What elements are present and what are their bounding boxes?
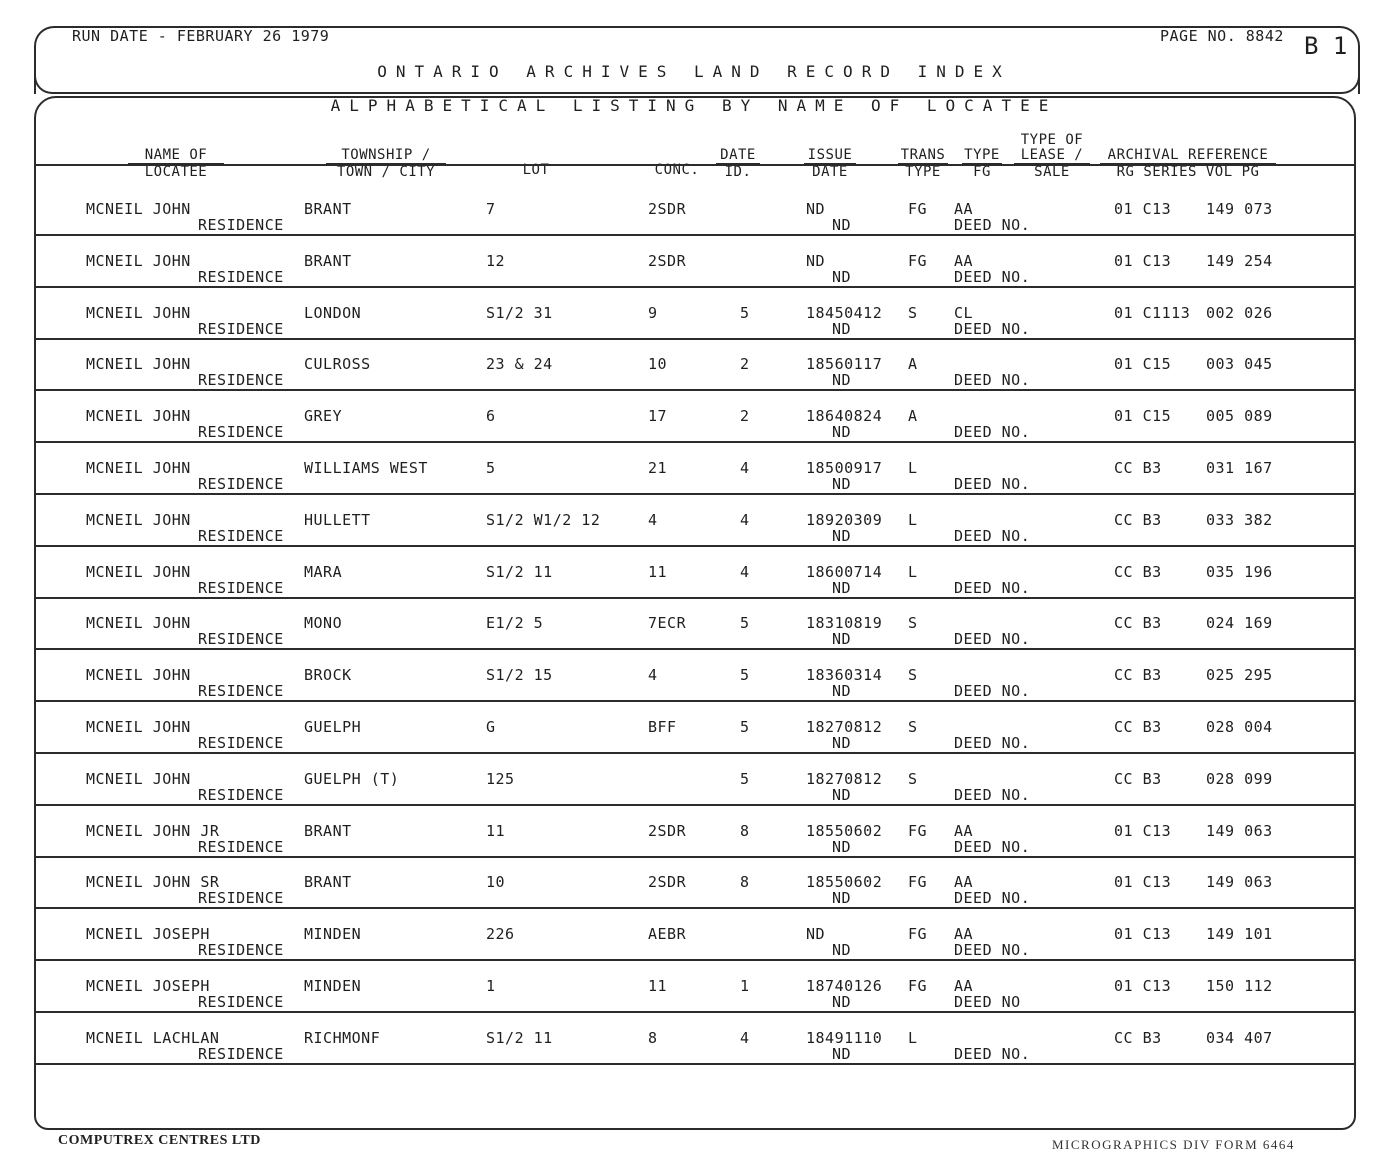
township: MONO xyxy=(304,614,343,632)
vol-pg: 031 167 xyxy=(1206,459,1273,477)
township: BRANT xyxy=(304,822,352,840)
col-header-lease-0: TYPE OF xyxy=(1020,132,1084,148)
issue-date: 18600714 xyxy=(806,563,883,581)
issue-date-2: ND xyxy=(832,889,852,907)
table-row xyxy=(0,614,1388,666)
issue-date-2: ND xyxy=(832,993,852,1011)
residence-label: RESIDENCE xyxy=(198,1045,284,1063)
col-header-name-2: LOCATEE xyxy=(144,164,208,180)
rg-series: CC B3 xyxy=(1114,1029,1162,1047)
date-id: 8 xyxy=(740,873,750,891)
vol-pg: 150 112 xyxy=(1206,977,1273,995)
lot: 11 xyxy=(486,822,506,840)
issue-date-2: ND xyxy=(832,268,852,286)
rg-series: CC B3 xyxy=(1114,614,1162,632)
township: HULLETT xyxy=(304,511,371,529)
locatee-name: MCNEIL JOHN xyxy=(86,563,191,581)
col-header-type-1: TYPE xyxy=(962,148,1002,165)
issue-date-2: ND xyxy=(832,579,852,597)
row-rule xyxy=(36,752,1356,754)
vol-pg: 149 073 xyxy=(1206,200,1273,218)
township: BRANT xyxy=(304,252,352,270)
trans-type: FG xyxy=(908,252,928,270)
issue-date-2: ND xyxy=(832,838,852,856)
date-id: 4 xyxy=(740,1029,750,1047)
vol-pg: 024 169 xyxy=(1206,614,1273,632)
locatee-name: MCNEIL LACHLAN xyxy=(86,1029,220,1047)
vol-pg: 003 045 xyxy=(1206,355,1273,373)
deed-no: DEED NO. xyxy=(954,216,1031,234)
residence-label: RESIDENCE xyxy=(198,734,284,752)
concession: 7ECR xyxy=(648,614,687,632)
vol-pg: 149 101 xyxy=(1206,925,1273,943)
deed-no: DEED NO. xyxy=(954,475,1031,493)
lot: S1/2 11 xyxy=(486,563,553,581)
locatee-name: MCNEIL JOHN xyxy=(86,718,191,736)
rg-series: 01 C13 xyxy=(1114,925,1172,943)
issue-date: 18270812 xyxy=(806,770,883,788)
locatee-name: MCNEIL JOHN xyxy=(86,614,191,632)
rg-series: 01 C13 xyxy=(1114,873,1172,891)
concession: 10 xyxy=(648,355,668,373)
row-rule xyxy=(36,597,1356,599)
issue-date-2: ND xyxy=(832,371,852,389)
trans-type: FG xyxy=(908,925,928,943)
residence-label: RESIDENCE xyxy=(198,527,284,545)
table-row xyxy=(0,252,1388,304)
concession: 11 xyxy=(648,977,668,995)
col-header-lot: LOT xyxy=(522,162,550,178)
date-id: 4 xyxy=(740,563,750,581)
table-row xyxy=(0,511,1388,563)
lot: S1/2 31 xyxy=(486,304,553,322)
date-id: 1 xyxy=(740,977,750,995)
col-header-issue-1: ISSUE xyxy=(804,148,856,165)
page-number: PAGE NO. 8842 xyxy=(1160,27,1284,45)
rg-series: 01 C13 xyxy=(1114,252,1172,270)
deed-no: DEED NO. xyxy=(954,682,1031,700)
row-rule xyxy=(36,856,1356,858)
table-row xyxy=(0,718,1388,770)
issue-date: 18450412 xyxy=(806,304,883,322)
type-fg: AA xyxy=(954,252,974,270)
row-rule xyxy=(36,286,1356,288)
locatee-name: MCNEIL JOSEPH xyxy=(86,977,210,995)
col-header-issue-2: DATE xyxy=(812,164,848,180)
footer-form-id: MICROGRAPHICS DIV FORM 6464 xyxy=(1052,1137,1295,1152)
deed-no: DEED NO. xyxy=(954,734,1031,752)
type-fg: AA xyxy=(954,873,974,891)
township: GREY xyxy=(304,407,343,425)
issue-date: 18920309 xyxy=(806,511,883,529)
row-rule xyxy=(36,234,1356,236)
footer-company: COMPUTREX CENTRES LTD xyxy=(58,1133,261,1148)
rg-series: CC B3 xyxy=(1114,459,1162,477)
residence-label: RESIDENCE xyxy=(198,838,284,856)
trans-type: FG xyxy=(908,200,928,218)
concession: 21 xyxy=(648,459,668,477)
issue-date: ND xyxy=(806,252,826,270)
residence-label: RESIDENCE xyxy=(198,941,284,959)
table-row xyxy=(0,977,1388,1029)
residence-label: RESIDENCE xyxy=(198,320,284,338)
date-id: 2 xyxy=(740,407,750,425)
vol-pg: 005 089 xyxy=(1206,407,1273,425)
locatee-name: MCNEIL JOHN SR xyxy=(86,873,220,891)
issue-date-2: ND xyxy=(832,734,852,752)
issue-date: 18550602 xyxy=(806,873,883,891)
row-rule xyxy=(36,804,1356,806)
township: MINDEN xyxy=(304,925,362,943)
township: MINDEN xyxy=(304,977,362,995)
issue-date: ND xyxy=(806,200,826,218)
page-subtitle: ALPHABETICAL LISTING BY NAME OF LOCATEE xyxy=(330,96,1058,115)
deed-no: DEED NO. xyxy=(954,320,1031,338)
date-id: 4 xyxy=(740,459,750,477)
concession: 2SDR xyxy=(648,252,687,270)
issue-date-2: ND xyxy=(832,941,852,959)
vol-pg: 028 004 xyxy=(1206,718,1273,736)
lot: 7 xyxy=(486,200,496,218)
locatee-name: MCNEIL JOSEPH xyxy=(86,925,210,943)
trans-type: A xyxy=(908,355,918,373)
deed-no: DEED NO. xyxy=(954,838,1031,856)
residence-label: RESIDENCE xyxy=(198,423,284,441)
col-header-name-1: NAME OF xyxy=(128,148,224,165)
row-rule xyxy=(36,1011,1356,1013)
deed-no: DEED NO. xyxy=(954,371,1031,389)
lot: 1 xyxy=(486,977,496,995)
col-header-lease xyxy=(1014,133,1090,180)
deed-no: DEED NO. xyxy=(954,889,1031,907)
col-header-date-2: ID. xyxy=(724,164,752,180)
deed-no: DEED NO. xyxy=(954,268,1031,286)
deed-no: DEED NO. xyxy=(954,630,1031,648)
row-rule xyxy=(36,441,1356,443)
date-id: 5 xyxy=(740,304,750,322)
vol-pg: 033 382 xyxy=(1206,511,1273,529)
table-row xyxy=(0,925,1388,977)
trans-type: FG xyxy=(908,822,928,840)
issue-date-2: ND xyxy=(832,216,852,234)
vol-pg: 002 026 xyxy=(1206,304,1273,322)
issue-date-2: ND xyxy=(832,475,852,493)
concession: 4 xyxy=(648,666,658,684)
township: MARA xyxy=(304,563,343,581)
issue-date-2: ND xyxy=(832,630,852,648)
table-row xyxy=(0,822,1388,874)
rg-series: CC B3 xyxy=(1114,770,1162,788)
vol-pg: 149 063 xyxy=(1206,822,1273,840)
issue-date: 18270812 xyxy=(806,718,883,736)
table-row xyxy=(0,873,1388,925)
deed-no: DEED NO. xyxy=(954,941,1031,959)
col-header-date-1: DATE xyxy=(716,148,760,165)
rg-series: CC B3 xyxy=(1114,718,1162,736)
township: CULROSS xyxy=(304,355,371,373)
table-row xyxy=(0,355,1388,407)
lot: S1/2 11 xyxy=(486,1029,553,1047)
col-header-lease-1: LEASE / xyxy=(1014,148,1090,165)
residence-label: RESIDENCE xyxy=(198,993,284,1011)
page-title: ONTARIO ARCHIVES LAND RECORD INDEX xyxy=(377,62,1011,81)
run-date: RUN DATE - FEBRUARY 26 1979 xyxy=(72,27,330,45)
issue-date: 18640824 xyxy=(806,407,883,425)
table-row xyxy=(0,666,1388,718)
concession: 9 xyxy=(648,304,658,322)
lot: E1/2 5 xyxy=(486,614,544,632)
col-header-township-2: TOWN / CITY xyxy=(336,164,436,180)
row-rule xyxy=(36,389,1356,391)
rg-series: 01 C13 xyxy=(1114,977,1172,995)
col-header-archival-2: RG SERIES VOL PG xyxy=(1116,164,1260,180)
issue-date-2: ND xyxy=(832,527,852,545)
type-fg: AA xyxy=(954,977,974,995)
residence-label: RESIDENCE xyxy=(198,475,284,493)
locatee-name: MCNEIL JOHN xyxy=(86,304,191,322)
issue-date: 18310819 xyxy=(806,614,883,632)
trans-type: S xyxy=(908,718,918,736)
township: LONDON xyxy=(304,304,362,322)
vol-pg: 149 254 xyxy=(1206,252,1273,270)
rg-series: CC B3 xyxy=(1114,511,1162,529)
township: WILLIAMS WEST xyxy=(304,459,428,477)
township: RICHMONF xyxy=(304,1029,381,1047)
locatee-name: MCNEIL JOHN JR xyxy=(86,822,220,840)
table-row xyxy=(0,304,1388,356)
vol-pg: 149 063 xyxy=(1206,873,1273,891)
issue-date: 18560117 xyxy=(806,355,883,373)
residence-label: RESIDENCE xyxy=(198,889,284,907)
issue-date-2: ND xyxy=(832,682,852,700)
table-row xyxy=(0,563,1388,615)
locatee-name: MCNEIL JOHN xyxy=(86,666,191,684)
residence-label: RESIDENCE xyxy=(198,371,284,389)
vol-pg: 025 295 xyxy=(1206,666,1273,684)
row-rule xyxy=(36,648,1356,650)
issue-date-2: ND xyxy=(832,320,852,338)
residence-label: RESIDENCE xyxy=(198,630,284,648)
col-header-conc: CONC. xyxy=(654,162,700,178)
trans-type: A xyxy=(908,407,918,425)
deed-no: DEED NO. xyxy=(954,786,1031,804)
trans-type: L xyxy=(908,459,918,477)
township: BRANT xyxy=(304,873,352,891)
issue-date: 18500917 xyxy=(806,459,883,477)
type-fg: CL xyxy=(954,304,974,322)
table-row xyxy=(0,1029,1388,1081)
date-id: 8 xyxy=(740,822,750,840)
vol-pg: 028 099 xyxy=(1206,770,1273,788)
row-rule xyxy=(36,493,1356,495)
concession: 2SDR xyxy=(648,200,687,218)
concession: 11 xyxy=(648,563,668,581)
concession: 4 xyxy=(648,511,658,529)
lot: 226 xyxy=(486,925,515,943)
rg-series: CC B3 xyxy=(1114,666,1162,684)
table-row xyxy=(0,407,1388,459)
residence-label: RESIDENCE xyxy=(198,786,284,804)
trans-type: S xyxy=(908,666,918,684)
township: GUELPH (T) xyxy=(304,770,400,788)
concession: BFF xyxy=(648,718,677,736)
township: BRANT xyxy=(304,200,352,218)
col-header-township-1: TOWNSHIP / xyxy=(326,148,446,165)
deed-no: DEED NO. xyxy=(954,527,1031,545)
table-row xyxy=(0,770,1388,822)
residence-label: RESIDENCE xyxy=(198,216,284,234)
residence-label: RESIDENCE xyxy=(198,579,284,597)
rg-series: 01 C13 xyxy=(1114,200,1172,218)
type-fg: AA xyxy=(954,200,974,218)
locatee-name: MCNEIL JOHN xyxy=(86,355,191,373)
lot: 10 xyxy=(486,873,506,891)
locatee-name: MCNEIL JOHN xyxy=(86,407,191,425)
row-rule xyxy=(36,545,1356,547)
date-id: 5 xyxy=(740,666,750,684)
trans-type: S xyxy=(908,304,918,322)
lot: 6 xyxy=(486,407,496,425)
trans-type: L xyxy=(908,563,918,581)
lot: S1/2 W1/2 12 xyxy=(486,511,601,529)
rg-series: 01 C15 xyxy=(1114,407,1172,425)
date-id: 2 xyxy=(740,355,750,373)
trans-type: FG xyxy=(908,873,928,891)
deed-no: DEED NO. xyxy=(954,579,1031,597)
township: BROCK xyxy=(304,666,352,684)
row-rule xyxy=(36,338,1356,340)
rg-series: 01 C15 xyxy=(1114,355,1172,373)
locatee-name: MCNEIL JOHN xyxy=(86,511,191,529)
col-header-type-2: FG xyxy=(973,164,991,180)
row-rule xyxy=(36,959,1356,961)
issue-date: 18550602 xyxy=(806,822,883,840)
deed-no: DEED NO. xyxy=(954,423,1031,441)
row-rule xyxy=(36,1063,1356,1065)
table-row xyxy=(0,459,1388,511)
row-rule xyxy=(36,907,1356,909)
table-row xyxy=(0,200,1388,252)
vol-pg: 035 196 xyxy=(1206,563,1273,581)
date-id: 4 xyxy=(740,511,750,529)
issue-date: ND xyxy=(806,925,826,943)
lot: S1/2 15 xyxy=(486,666,553,684)
locatee-name: MCNEIL JOHN xyxy=(86,770,191,788)
lot: 125 xyxy=(486,770,515,788)
col-header-archival-1: ARCHIVAL REFERENCE xyxy=(1100,148,1276,165)
concession: 8 xyxy=(648,1029,658,1047)
header-rule xyxy=(36,164,1356,166)
trans-type: L xyxy=(908,1029,918,1047)
lot: 5 xyxy=(486,459,496,477)
locatee-name: MCNEIL JOHN xyxy=(86,459,191,477)
issue-date-2: ND xyxy=(832,1045,852,1063)
col-header-trans-2: TYPE xyxy=(905,164,941,180)
rg-series: 01 C13 xyxy=(1114,822,1172,840)
concession: 2SDR xyxy=(648,873,687,891)
locatee-name: MCNEIL JOHN xyxy=(86,200,191,218)
lot: 23 & 24 xyxy=(486,355,553,373)
date-id: 5 xyxy=(740,718,750,736)
trans-type: S xyxy=(908,770,918,788)
col-header-lease-2: SALE xyxy=(1034,164,1070,180)
locatee-name: MCNEIL JOHN xyxy=(86,252,191,270)
trans-type: S xyxy=(908,614,918,632)
issue-date-2: ND xyxy=(832,786,852,804)
frame-id: B 1 xyxy=(1304,32,1348,60)
concession: 17 xyxy=(648,407,668,425)
rg-series: 01 C1113 xyxy=(1114,304,1191,322)
deed-no: DEED NO. xyxy=(954,1045,1031,1063)
row-rule xyxy=(36,700,1356,702)
vol-pg: 034 407 xyxy=(1206,1029,1273,1047)
rg-series: CC B3 xyxy=(1114,563,1162,581)
trans-type: FG xyxy=(908,977,928,995)
residence-label: RESIDENCE xyxy=(198,268,284,286)
type-fg: AA xyxy=(954,822,974,840)
lot: 12 xyxy=(486,252,506,270)
issue-date: 18360314 xyxy=(806,666,883,684)
issue-date: 18740126 xyxy=(806,977,883,995)
trans-type: L xyxy=(908,511,918,529)
issue-date-2: ND xyxy=(832,423,852,441)
lot: G xyxy=(486,718,496,736)
concession: AEBR xyxy=(648,925,687,943)
concession: 2SDR xyxy=(648,822,687,840)
residence-label: RESIDENCE xyxy=(198,682,284,700)
issue-date: 18491110 xyxy=(806,1029,883,1047)
township: GUELPH xyxy=(304,718,362,736)
date-id: 5 xyxy=(740,770,750,788)
date-id: 5 xyxy=(740,614,750,632)
col-header-trans-1: TRANS xyxy=(898,148,948,165)
type-fg: AA xyxy=(954,925,974,943)
deed-no: DEED NO xyxy=(954,993,1021,1011)
